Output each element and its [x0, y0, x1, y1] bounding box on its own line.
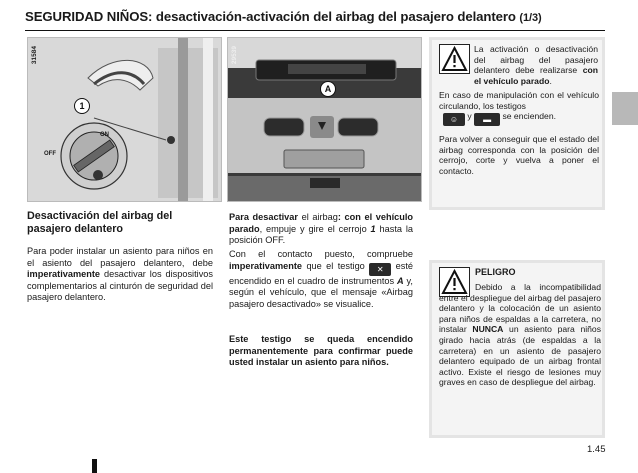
section-heading: Desactivación del airbag del pasajero delantero	[27, 210, 173, 235]
photo-airbag-switch	[27, 37, 222, 202]
info-box-text-3: Para volver a conseguir que el estado del airbag corresponda con la posición del cerrojo, corte y vuelva a poner el contacto.	[439, 134, 599, 176]
photo-code: 29539	[231, 46, 238, 65]
photo-dashboard	[227, 37, 422, 202]
page-title: SEGURIDAD NIÑOS: desactivación-activación del airbag del pasajero delantero (1/3)	[25, 9, 542, 24]
callout-a: A	[320, 81, 336, 97]
bottom-marker	[92, 459, 97, 473]
warning-triangle-icon-graphic	[440, 45, 469, 73]
danger-text: Debido a la incompatibilidad entre el despliegue del airbag del pasajero delantero y la colocación de un asiento para niños de espaldas a la carretera, no instalar NUNCA un asiento para niños girado hacia atrás (de espaldas a la carretera) en un asiento de pasajero delantero equipado de un airbag frontal activo. Existe el riesgo de lesiones muy graves en caso de despliegue del airbag.	[439, 282, 602, 388]
photo-code: 31584	[31, 46, 38, 65]
switch-on-label: ON	[100, 132, 109, 138]
switch-off-label: OFF	[44, 151, 56, 157]
info-box-text-2: En caso de manipulación con el vehículo circulando, los testigos ☺ y ▬ se encienden.	[439, 90, 599, 125]
title-rule	[25, 30, 605, 31]
page-part: (1/3)	[519, 12, 542, 24]
airbag-warning-icon: ▬	[474, 113, 500, 126]
left-paragraph: Para poder instalar un asiento para niños en el asiento del pasajero delantero, debe imperativamente desactivar los dispositivos complementarios al cinturón de seguridad del pasajero delantero.	[27, 246, 213, 303]
airbag-off-warning-icon: ✕	[369, 263, 391, 276]
page-number: 1.45	[587, 444, 606, 455]
warning-triangle-icon	[439, 44, 470, 74]
photo-airbag-switch-illustration	[28, 38, 221, 201]
photo-dashboard-illustration	[228, 38, 421, 201]
callout-1: 1	[74, 98, 90, 114]
middle-paragraph-3: Este testigo se queda encendido permanentemente para confirmar puede usted instalar un asiento para niños.	[229, 334, 413, 368]
middle-paragraph-1: Para desactivar el airbag: con el vehículo parado, empuje y gire el cerrojo 1 hasta la posición OFF.	[229, 212, 414, 246]
info-box-text-1: La activación o desactivación del airbag del pasajero delantero debe realizarse con el vehículo parado.	[474, 44, 599, 86]
airbag-indicator-icon: ☺	[443, 113, 465, 126]
left-emphasis: imperativamente	[27, 269, 101, 280]
middle-paragraph-2: Con el contacto puesto, compruebe imperativamente que el testigo ✕ esté encendido en el cuadro de instrumentos A y, según el vehículo, que el mensaje «Airbag pasajero desactivado» se visualice.	[229, 249, 413, 309]
danger-heading: PELIGRO	[475, 267, 516, 277]
section-side-tab	[612, 92, 638, 125]
